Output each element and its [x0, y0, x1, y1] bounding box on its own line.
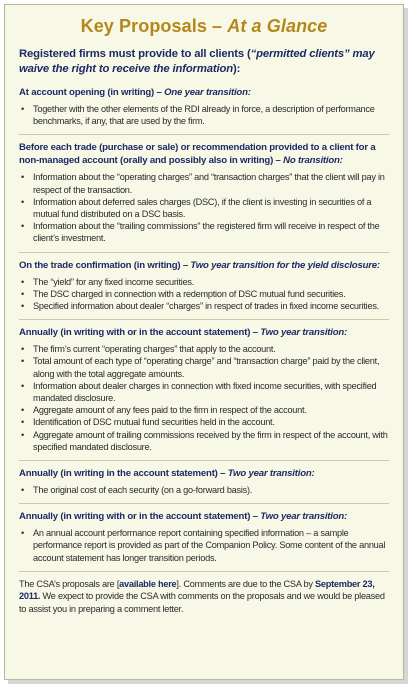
section-heading-text: At account opening (in writing) –	[19, 87, 165, 98]
list-item	[19, 343, 389, 355]
bullet-icon: •	[21, 380, 24, 391]
list-item	[19, 288, 389, 300]
list-item	[19, 103, 389, 127]
section-heading-text: Annually (in writing in the account statement) –	[19, 468, 228, 480]
list-item-text: Together with the other elements of the RDI already in force, a description of performance benchmarks, if any, that are used by the firm.	[33, 104, 375, 127]
list-item	[19, 300, 389, 312]
section-list	[19, 171, 389, 244]
list-item	[19, 527, 389, 564]
bullet-icon: •	[21, 528, 24, 539]
section-list	[19, 276, 389, 313]
list-item-text: The original cost of each security (on a go-forward basis).	[33, 485, 253, 496]
list-item-text: Aggregate amount of trailing commissions received by the firm in respect of the account, with specified mandated disclosure.	[33, 429, 388, 452]
section-divider	[19, 460, 389, 461]
bullet-icon: •	[21, 344, 24, 355]
intro-part2: ):	[233, 63, 241, 75]
bullet-icon: •	[21, 429, 24, 440]
footer-part2: ]. Comments are due to the CSA by	[176, 578, 315, 589]
list-item-text: The firm’s current “operating charges” that apply to the account.	[33, 344, 276, 355]
section-divider	[19, 134, 389, 135]
section-heading-text: Annually (in writing with or in the account statement) –	[19, 511, 261, 523]
bullet-icon: •	[21, 417, 24, 428]
available-here-link[interactable]: available here	[119, 578, 177, 589]
list-item-text: Information about deferred sales charges (DSC), if the client is investing in securities of a mutual fund distributed on a DSC basis.	[33, 196, 372, 220]
sections-container	[19, 86, 389, 572]
list-item-text: Aggregate amount of any fees paid to the firm in respect of the account.	[33, 405, 307, 416]
footer-text	[19, 578, 389, 616]
title-main: Key Proposals –	[80, 16, 228, 36]
intro-text	[19, 47, 389, 77]
bullet-icon: •	[21, 172, 24, 183]
panel-title	[5, 16, 403, 37]
section-transition-note: Two year transition for the yield disclosure:	[190, 259, 380, 271]
panel-content	[5, 47, 403, 615]
footer-part1: The CSA’s proposals are [	[19, 578, 120, 589]
list-item-text: Specified information about dealer “charges” in respect of trades in fixed income securities.	[33, 301, 379, 312]
section-transition-note: Two year transition:	[260, 511, 348, 523]
section-transition-note: Two year transition:	[260, 327, 348, 339]
section-heading-text: On the trade confirmation (in writing) –	[19, 259, 191, 271]
list-item	[19, 220, 389, 244]
section-list	[19, 527, 389, 564]
section-heading	[19, 141, 389, 167]
section-transition-note: Two year transition:	[227, 468, 315, 480]
list-item-text: The DSC charged in connection with a redemption of DSC mutual fund securities.	[33, 288, 346, 299]
section-heading	[19, 467, 389, 480]
section-heading	[19, 86, 389, 99]
list-item	[19, 429, 389, 453]
key-proposals-panel	[4, 4, 404, 680]
bullet-icon: •	[21, 196, 24, 207]
bullet-icon: •	[21, 405, 24, 416]
section-list	[19, 343, 389, 453]
list-item	[19, 416, 389, 428]
section-heading	[19, 259, 389, 272]
section-heading-text: Before each trade (purchase or sale) or recommendation provided to a client for a non-managed account (orally and possibly also in writing) –	[19, 142, 376, 167]
list-item	[19, 355, 389, 379]
list-item-text: Information about the “trailing commissions” the registered firm will receive in respect of the client’s investment.	[33, 221, 380, 244]
list-item	[19, 404, 389, 416]
list-item-text: Information about dealer charges in connection with fixed income securities, with specified mandated disclosure.	[33, 380, 377, 404]
bullet-icon: •	[21, 221, 24, 232]
bullet-icon: •	[21, 485, 24, 496]
section-divider	[19, 503, 389, 504]
footer-part3: We expect to provide the CSA with comments on the proposals and we would be pleased to assist you in preparing a comment letter.	[19, 591, 385, 614]
bullet-icon: •	[21, 301, 24, 312]
list-item	[19, 196, 389, 220]
footer-divider	[19, 571, 389, 572]
section-divider	[19, 252, 389, 253]
title-italic: At a Glance	[227, 16, 328, 36]
list-item-text: An annual account performance report containing specified information – a sample performance report is provided as part of the Companion Policy. Some content of the annual account statement has longer transition periods.	[33, 528, 386, 563]
section-heading	[19, 510, 389, 523]
bullet-icon: •	[21, 276, 24, 287]
list-item	[19, 276, 389, 288]
section-divider	[19, 319, 389, 320]
section-heading-text: Annually (in writing with or in the account statement) –	[19, 327, 261, 339]
list-item-text: The “yield” for any fixed income securities.	[33, 276, 195, 287]
section-list	[19, 484, 389, 496]
footer-due-date: September 23, 2011.	[19, 578, 375, 602]
section-heading	[19, 326, 389, 339]
list-item-text: Total amount of each type of “operating charge” and “transaction charge” paid by the client, along with the total aggregate amounts.	[33, 356, 380, 379]
bullet-icon: •	[21, 288, 24, 299]
list-item-text: Identification of DSC mutual fund securities held in the account.	[33, 417, 275, 428]
section-transition-note: One year transition:	[164, 87, 251, 98]
list-item	[19, 171, 389, 195]
intro-part1: Registered firms must provide to all clients (	[19, 48, 251, 60]
bullet-icon: •	[21, 104, 24, 114]
intro-italic: “permitted clients” may waive the right to receive the information	[19, 48, 375, 75]
section-transition-note: No transition:	[283, 155, 343, 167]
list-item	[19, 484, 389, 496]
list-item-text: Information about the “operating charges” and “transaction charges” that the client will pay in respect of the transaction.	[33, 172, 385, 195]
bullet-icon: •	[21, 356, 24, 367]
list-item	[19, 380, 389, 404]
section-list	[19, 103, 389, 127]
